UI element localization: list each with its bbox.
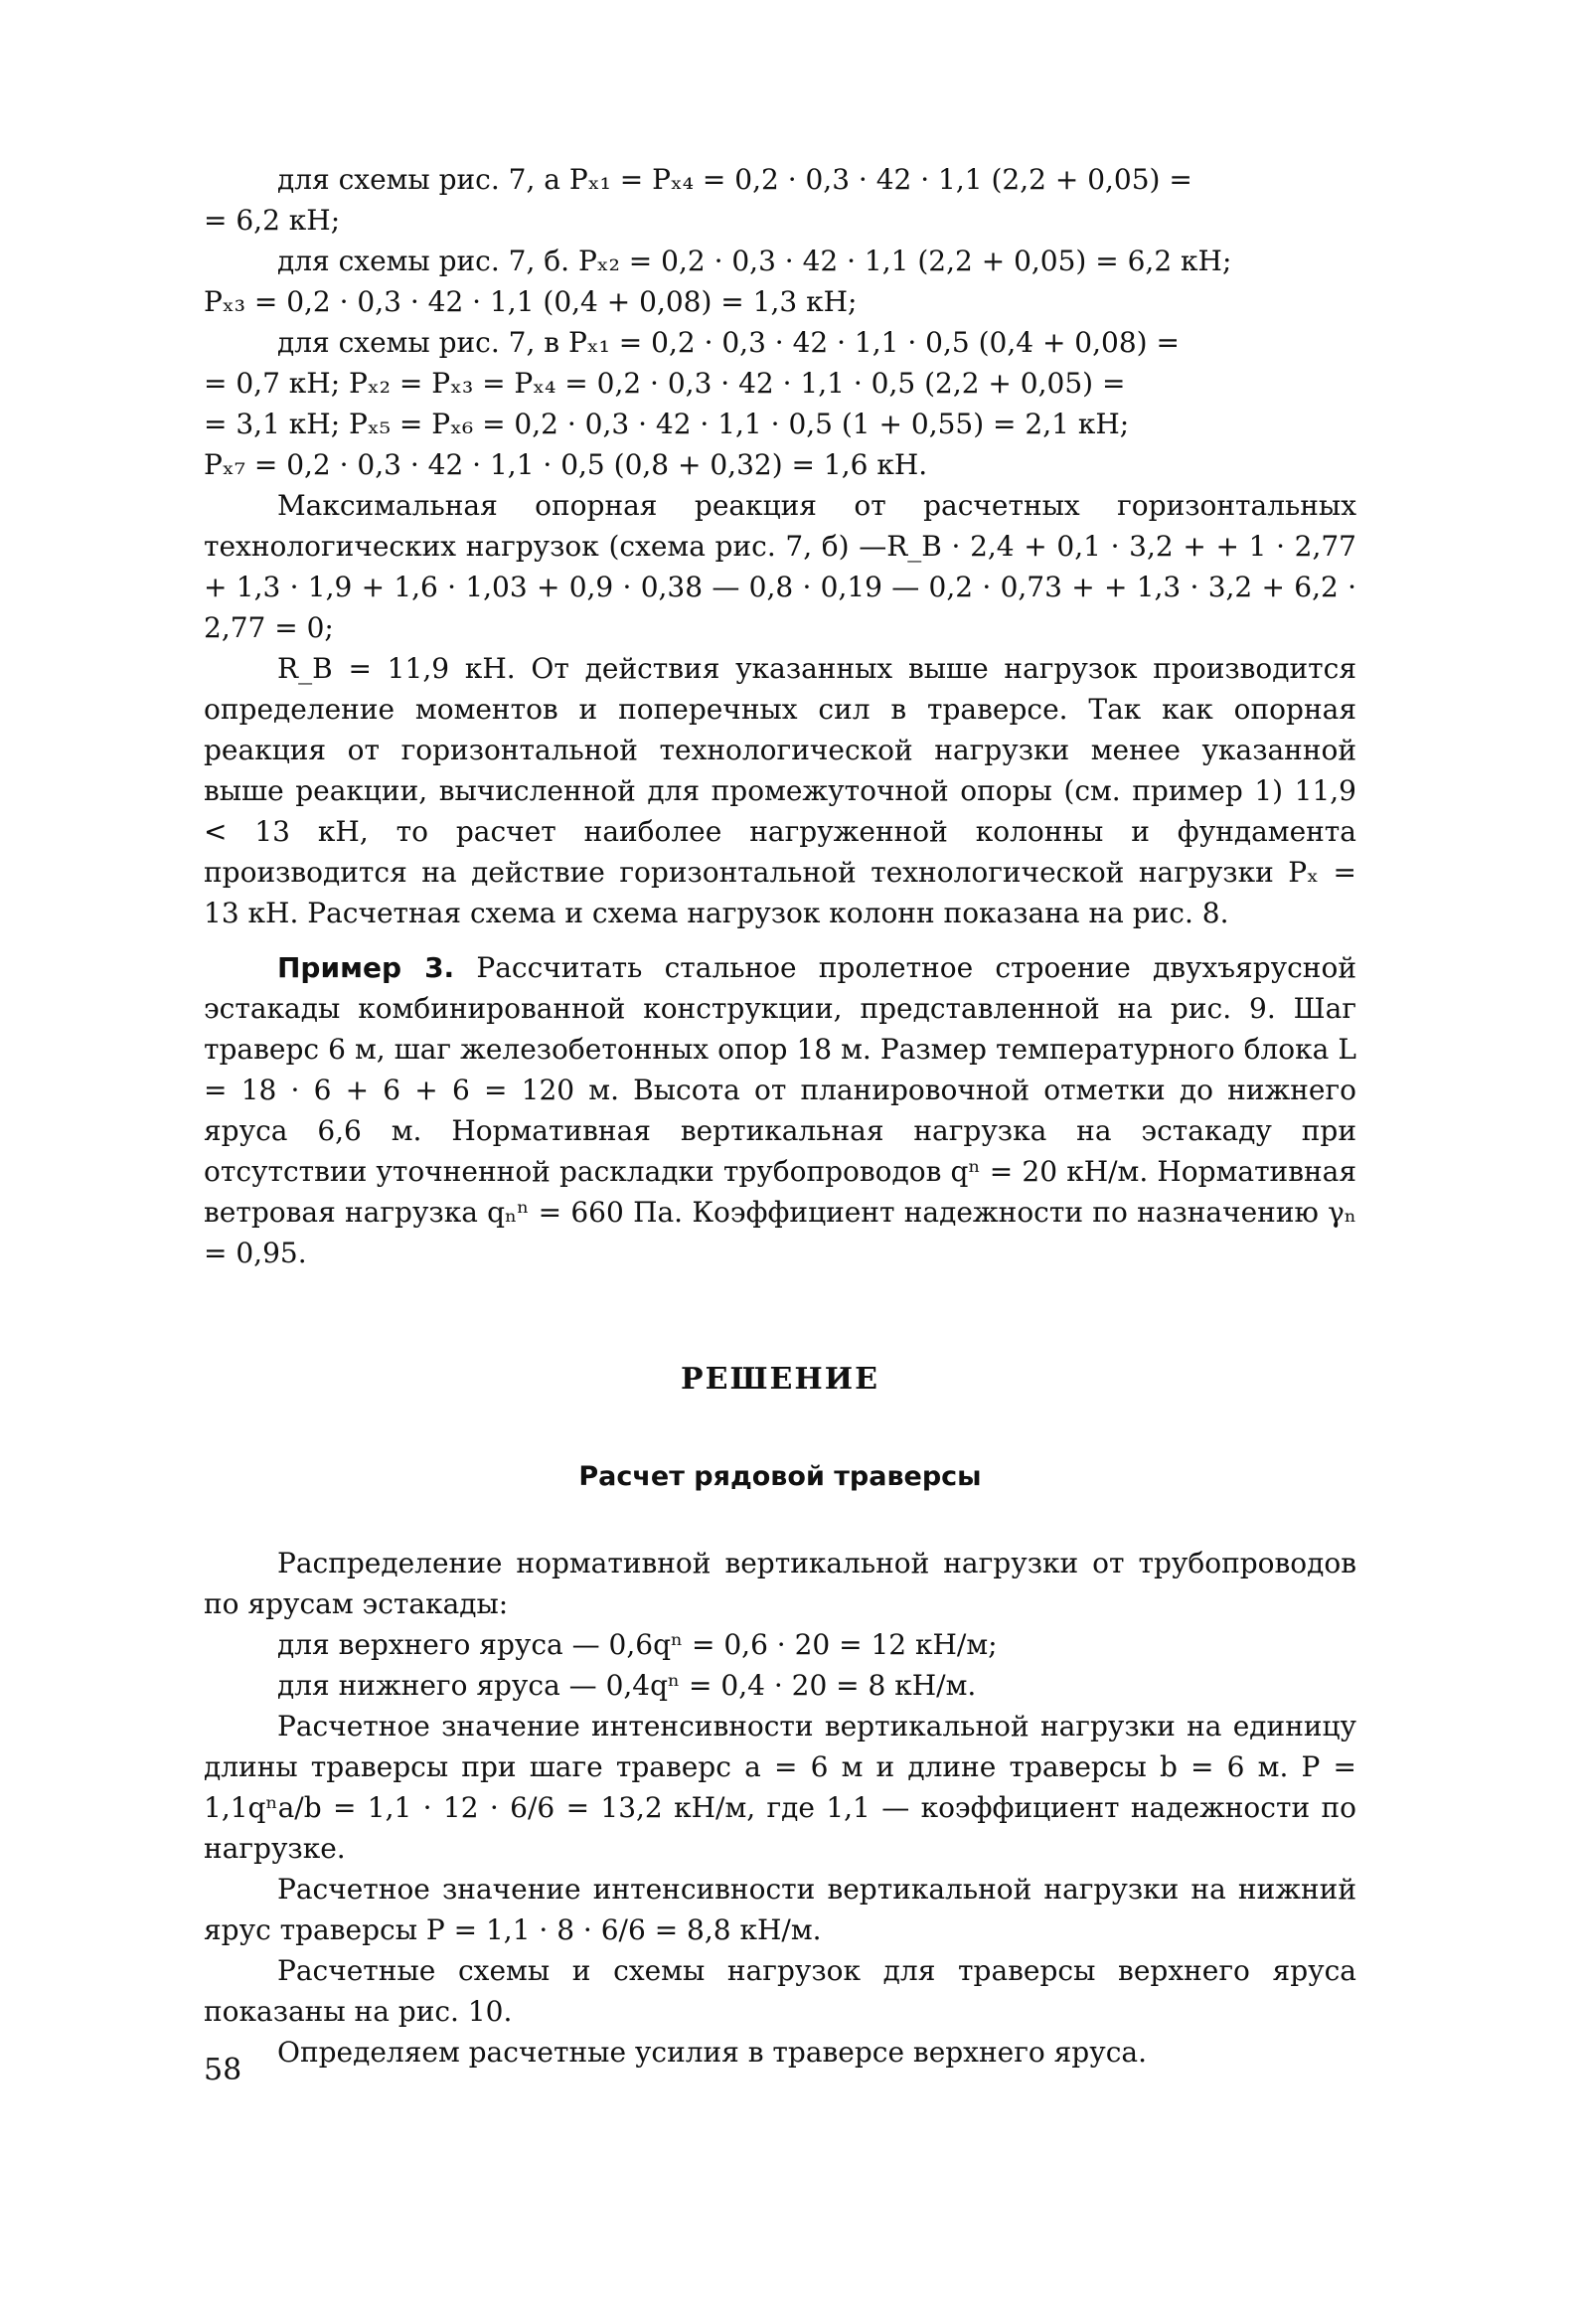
formula-line: Pₓ₇ = 0,2 · 0,3 · 42 · 1,1 · 0,5 (0,8 + 0,32) = 1,6 кН. bbox=[204, 448, 928, 481]
formula-line: для схемы рис. 7, а Pₓ₁ = Pₓ₄ = 0,2 · 0,3 · 42 · 1,1 (2,2 + 0,05) = bbox=[277, 163, 1192, 196]
example-paragraph bbox=[204, 947, 1356, 1273]
formula-line: = 3,1 кН; Pₓ₅ = Pₓ₆ = 0,2 · 0,3 · 42 · 1,1 · 0,5 (1 + 0,55) = 2,1 кН; bbox=[204, 408, 1130, 440]
formula-line: = 6,2 кН; bbox=[204, 204, 341, 237]
section-heading: РЕШЕНИЕ bbox=[681, 1362, 879, 1397]
solution-paragraph: Определяем расчетные усилия в траверсе верхнего яруса. bbox=[277, 2036, 1147, 2069]
rb-paragraph: R_B = 11,9 кН. От действия указанных выше нагрузок производится определение моментов и поперечных сил в траверсе. Так как опорная реакция от горизонтальной технологической нагрузки менее указанной выше реакции, вычисленной для промежуточной опоры (см. пример 1) 11,9 < 13 кН, то расчет наиболее нагруженной колонны и фундамента производится на действие горизонтальной технологической нагрузки Pₓ = 13 кН. Расчетная схема и схема нагрузок колонн показана на рис. 8. bbox=[204, 652, 1356, 929]
formula-line: для схемы рис. 7, б. Pₓ₂ = 0,2 · 0,3 · 42 · 1,1 (2,2 + 0,05) = 6,2 кН; bbox=[277, 245, 1232, 277]
solution-equation: для нижнего яруса — 0,4qⁿ = 0,4 · 20 = 8 кН/м. bbox=[277, 1669, 977, 1702]
page-number: 58 bbox=[204, 2053, 242, 2087]
formula-line: для схемы рис. 7, в Pₓ₁ = 0,2 · 0,3 · 42 · 1,1 · 0,5 (0,4 + 0,08) = bbox=[277, 326, 1180, 359]
solution-body bbox=[204, 1543, 1356, 2073]
solution-paragraph: Расчетные схемы и схемы нагрузок для траверсы верхнего яруса показаны на рис. 10. bbox=[204, 1954, 1356, 2028]
solution-equation: для верхнего яруса — 0,6qⁿ = 0,6 · 20 = 12 кН/м; bbox=[277, 1628, 998, 1661]
solution-paragraph: Распределение нормативной вертикальной нагрузки от трубопроводов по ярусам эстакады: bbox=[204, 1547, 1356, 1620]
reaction-paragraph: Максимальная опорная реакция от расчетных горизонтальных технологических нагрузок (схема рис. 7, б) —R_B · 2,4 + 0,1 · 3,2 + + 1 · 2,77 + 1,3 · 1,9 + 1,6 · 1,03 + 0,9 · 0,38 — 0,8 · 0,19 — 0,2 · 0,73 + + 1,3 · 3,2 + 6,2 · 2,77 = 0; bbox=[204, 489, 1356, 644]
example-text: Рассчитать стальное пролетное строение двухъярусной эстакады комбинированной конструкции, представленной на рис. 9. Шаг траверс 6 м, шаг железобетонных опор 18 м. Размер температурного блока L = 18 · 6 + 6 + 6 = 120 м. Высота от планировочной отметки до нижнего яруса 6,6 м. Нормативная вертикальная нагрузка на эстакаду при отсутствии уточненной раскладки трубопроводов qⁿ = 20 кН/м. Нормативная ветровая нагрузка qₙⁿ = 660 Па. Коэффициент надежности по назначению γₙ = 0,95. bbox=[204, 951, 1356, 1269]
formula-line: = 0,7 кН; Pₓ₂ = Pₓ₃ = Pₓ₄ = 0,2 · 0,3 · 42 · 1,1 · 0,5 (2,2 + 0,05) = bbox=[204, 367, 1126, 400]
formula-line: Pₓ₃ = 0,2 · 0,3 · 42 · 1,1 (0,4 + 0,08) = 1,3 кН; bbox=[204, 285, 858, 318]
solution-paragraph: Расчетное значение интенсивности вертикальной нагрузки на единицу длины траверсы при шаге траверс a = 6 м и длине траверсы b = 6 м. P = 1,1qⁿa/b = 1,1 · 12 · 6/6 = 13,2 кН/м, где 1,1 — коэффициент надежности по нагрузке. bbox=[204, 1710, 1356, 1865]
page-content bbox=[204, 159, 1356, 2069]
example-lead: Пример 3. bbox=[277, 951, 455, 984]
section-subheading: Расчет рядовой траверсы bbox=[578, 1461, 982, 1492]
solution-paragraph: Расчетное значение интенсивности вертикальной нагрузки на нижний ярус траверсы P = 1,1 · 8 · 6/6 = 8,8 кН/м. bbox=[204, 1873, 1356, 1946]
